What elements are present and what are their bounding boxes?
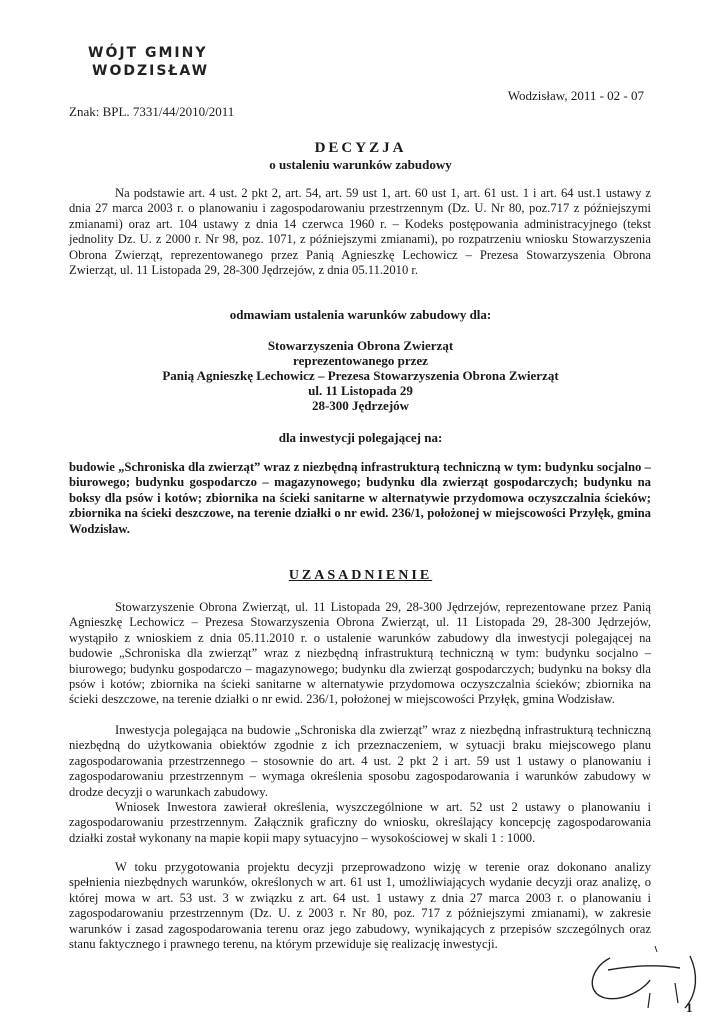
justification-heading: UZASADNIENIE	[288, 568, 433, 583]
legal-basis-paragraph: Na podstawie art. 4 ust. 2 pkt 2, art. 54, art. 59 ust 1, art. 60 ust 1, art. 61 ust. 1 i art. 64 ust.1 ustawy z dnia 27 marca 2003 r. o planowaniu i zagospodarowaniu przestrzennym (Dz. U. Nr 80, poz.717 z późniejszymi zmianami) oraz art. 104 ustawy z dnia 14 czerwca 1960 r. – Kodeks postępowania administracyjnego (tekst jednolity Dz. U. z 2000 r. Nr 98, poz. 1071, z późniejszymi zmianami), po rozpatrzeniu wniosku Stowarzyszenia Obrona Zwierząt, reprezentowanego przez Panią Agnieszkę Lechowicz – Prezesa Stowarzyszenia Obrona Zwierząt, ul. 11 Listopada 29, 28-300 Jędrzejów, z dnia 05.11.2010 r.	[69, 186, 651, 278]
stamp-line-1: WÓJT GMINY	[88, 45, 208, 61]
investment-intro: dla inwestycji polegającej na:	[278, 430, 443, 445]
justification-paragraph-3: Wniosek Inwestora zawierał określenia, wyszczególnione w art. 52 ust 2 ustawy o planowaniu i zagospodarowaniu przestrzennym. Załącznik graficzny do wniosku, określający koncepcję zagospodarowania działki został wykonany na mapie kopii mapy sytuacyjno – wysokościowej w skali 1 : 1000.	[69, 800, 651, 845]
investment-description: budowie „Schroniska dla zwierząt” wraz z niezbędną infrastrukturą techniczną w tym: budynku socjalno – biurowego; budynku gospodarczo – magazynowego; budynku dla zwierząt gospodarczych; budynku na boksy dla psów i kotów; zbiornika na ścieki sanitarne w alternatywie przydomowa oczyszczalnia ścieków; zbiornika na ścieki deszczowe, na terenie działki o nr ewid. 236/1, położonej w miejscowości Przyłęk, gmina Wodzisław.	[69, 460, 651, 536]
office-stamp	[88, 44, 209, 80]
applicant-line-2: reprezentowanego przez	[293, 353, 428, 368]
justification-paragraph-4: W toku przygotowania projektu decyzji przeprowadzono wizję w terenie oraz dokonano analizy spełnienia niezbędnych warunków, określonych w art. 61 ust 1, umożliwiających wydanie decyzji oraz analizę, o której mowa w art. 53 ust. 3 w związku z art. 64 ust. 1 ustawy z dnia 27 marca 2003 r. o planowaniu i zagospodarowaniu przestrzennym (Dz. U. z 2003 r. Nr 80, poz. 717 z późniejszymi zmianami), w zakresie warunków i zasad zagospodarowania terenu oraz jego zabudowy, wynikających z przepisów szczególnych oraz stanu faktycznego i prawnego terenu, na którym przewiduje się realizację inwestycji.	[69, 860, 651, 952]
refusal-statement: odmawiam ustalenia warunków zabudowy dla:	[229, 307, 492, 322]
stamp-line-2: WODZISŁAW	[92, 63, 210, 79]
decision-subtitle: o ustaleniu warunków zabudowy	[269, 157, 452, 172]
applicant-line-5: 28-300 Jędrzejów	[311, 398, 410, 413]
applicant-line-1: Stowarzyszenia Obrona Zwierząt	[267, 338, 454, 353]
applicant-address	[0, 338, 721, 413]
applicant-line-3: Panią Agnieszkę Lechowicz – Prezesa Stowarzyszenia Obrona Zwierząt	[162, 368, 559, 383]
reference-number: Znak: BPL. 7331/44/2010/2011	[69, 104, 235, 119]
page-number: 1	[686, 1000, 693, 1015]
justification-paragraph-1: Stowarzyszenie Obrona Zwierząt, ul. 11 Listopada 29, 28-300 Jędrzejów, reprezentowane przez Panią Agnieszkę Lechowicz – Prezesa Stowarzyszenia Obrona Zwierząt, ul. 11 Listopada 29, 28-300 Jędrzejów, wystąpiło z wnioskiem z dnia 05.11.2010 r. o ustalenie warunków zabudowy dla inwestycji polegającej na budowie „Schroniska dla zwierząt” wraz z niezbędną infrastrukturą techniczną w tym: budynku socjalno – biurowego; budynku gospodarczo – magazynowego; budynku dla zwierząt gospodarczych; budynku na boksy dla psów i kotów; zbiornika na ścieki sanitarne w alternatywie przydomowa oczyszczalnia ścieków; zbiornika na ścieki deszczowe, na terenie działki o nr ewid. 236/1, położonej w miejscowości Przyłęk, gmina Wodzisław.	[69, 600, 651, 707]
place-date: Wodzisław, 2011 - 02 - 07	[507, 88, 644, 103]
decision-title: DECYZJA	[314, 140, 407, 156]
justification-paragraph-2: Inwestycja polegająca na budowie „Schroniska dla zwierząt” wraz z niezbędną infrastrukturą techniczną niezbędną do użytkowania obiektów zgodnie z ich przeznaczeniem, w sytuacji braku miejscowego planu zagospodarowania przestrzennego – stosownie do art. 4 ust. 2 pkt 2 i art. 59 ust 1 ustawy o planowaniu i zagospodarowaniu przestrzennym – wymaga określenia sposobu zagospodarowania i warunków zabudowy w drodze decyzji o warunkach zabudowy.	[69, 723, 651, 799]
applicant-line-4: ul. 11 Listopada 29	[308, 383, 413, 398]
